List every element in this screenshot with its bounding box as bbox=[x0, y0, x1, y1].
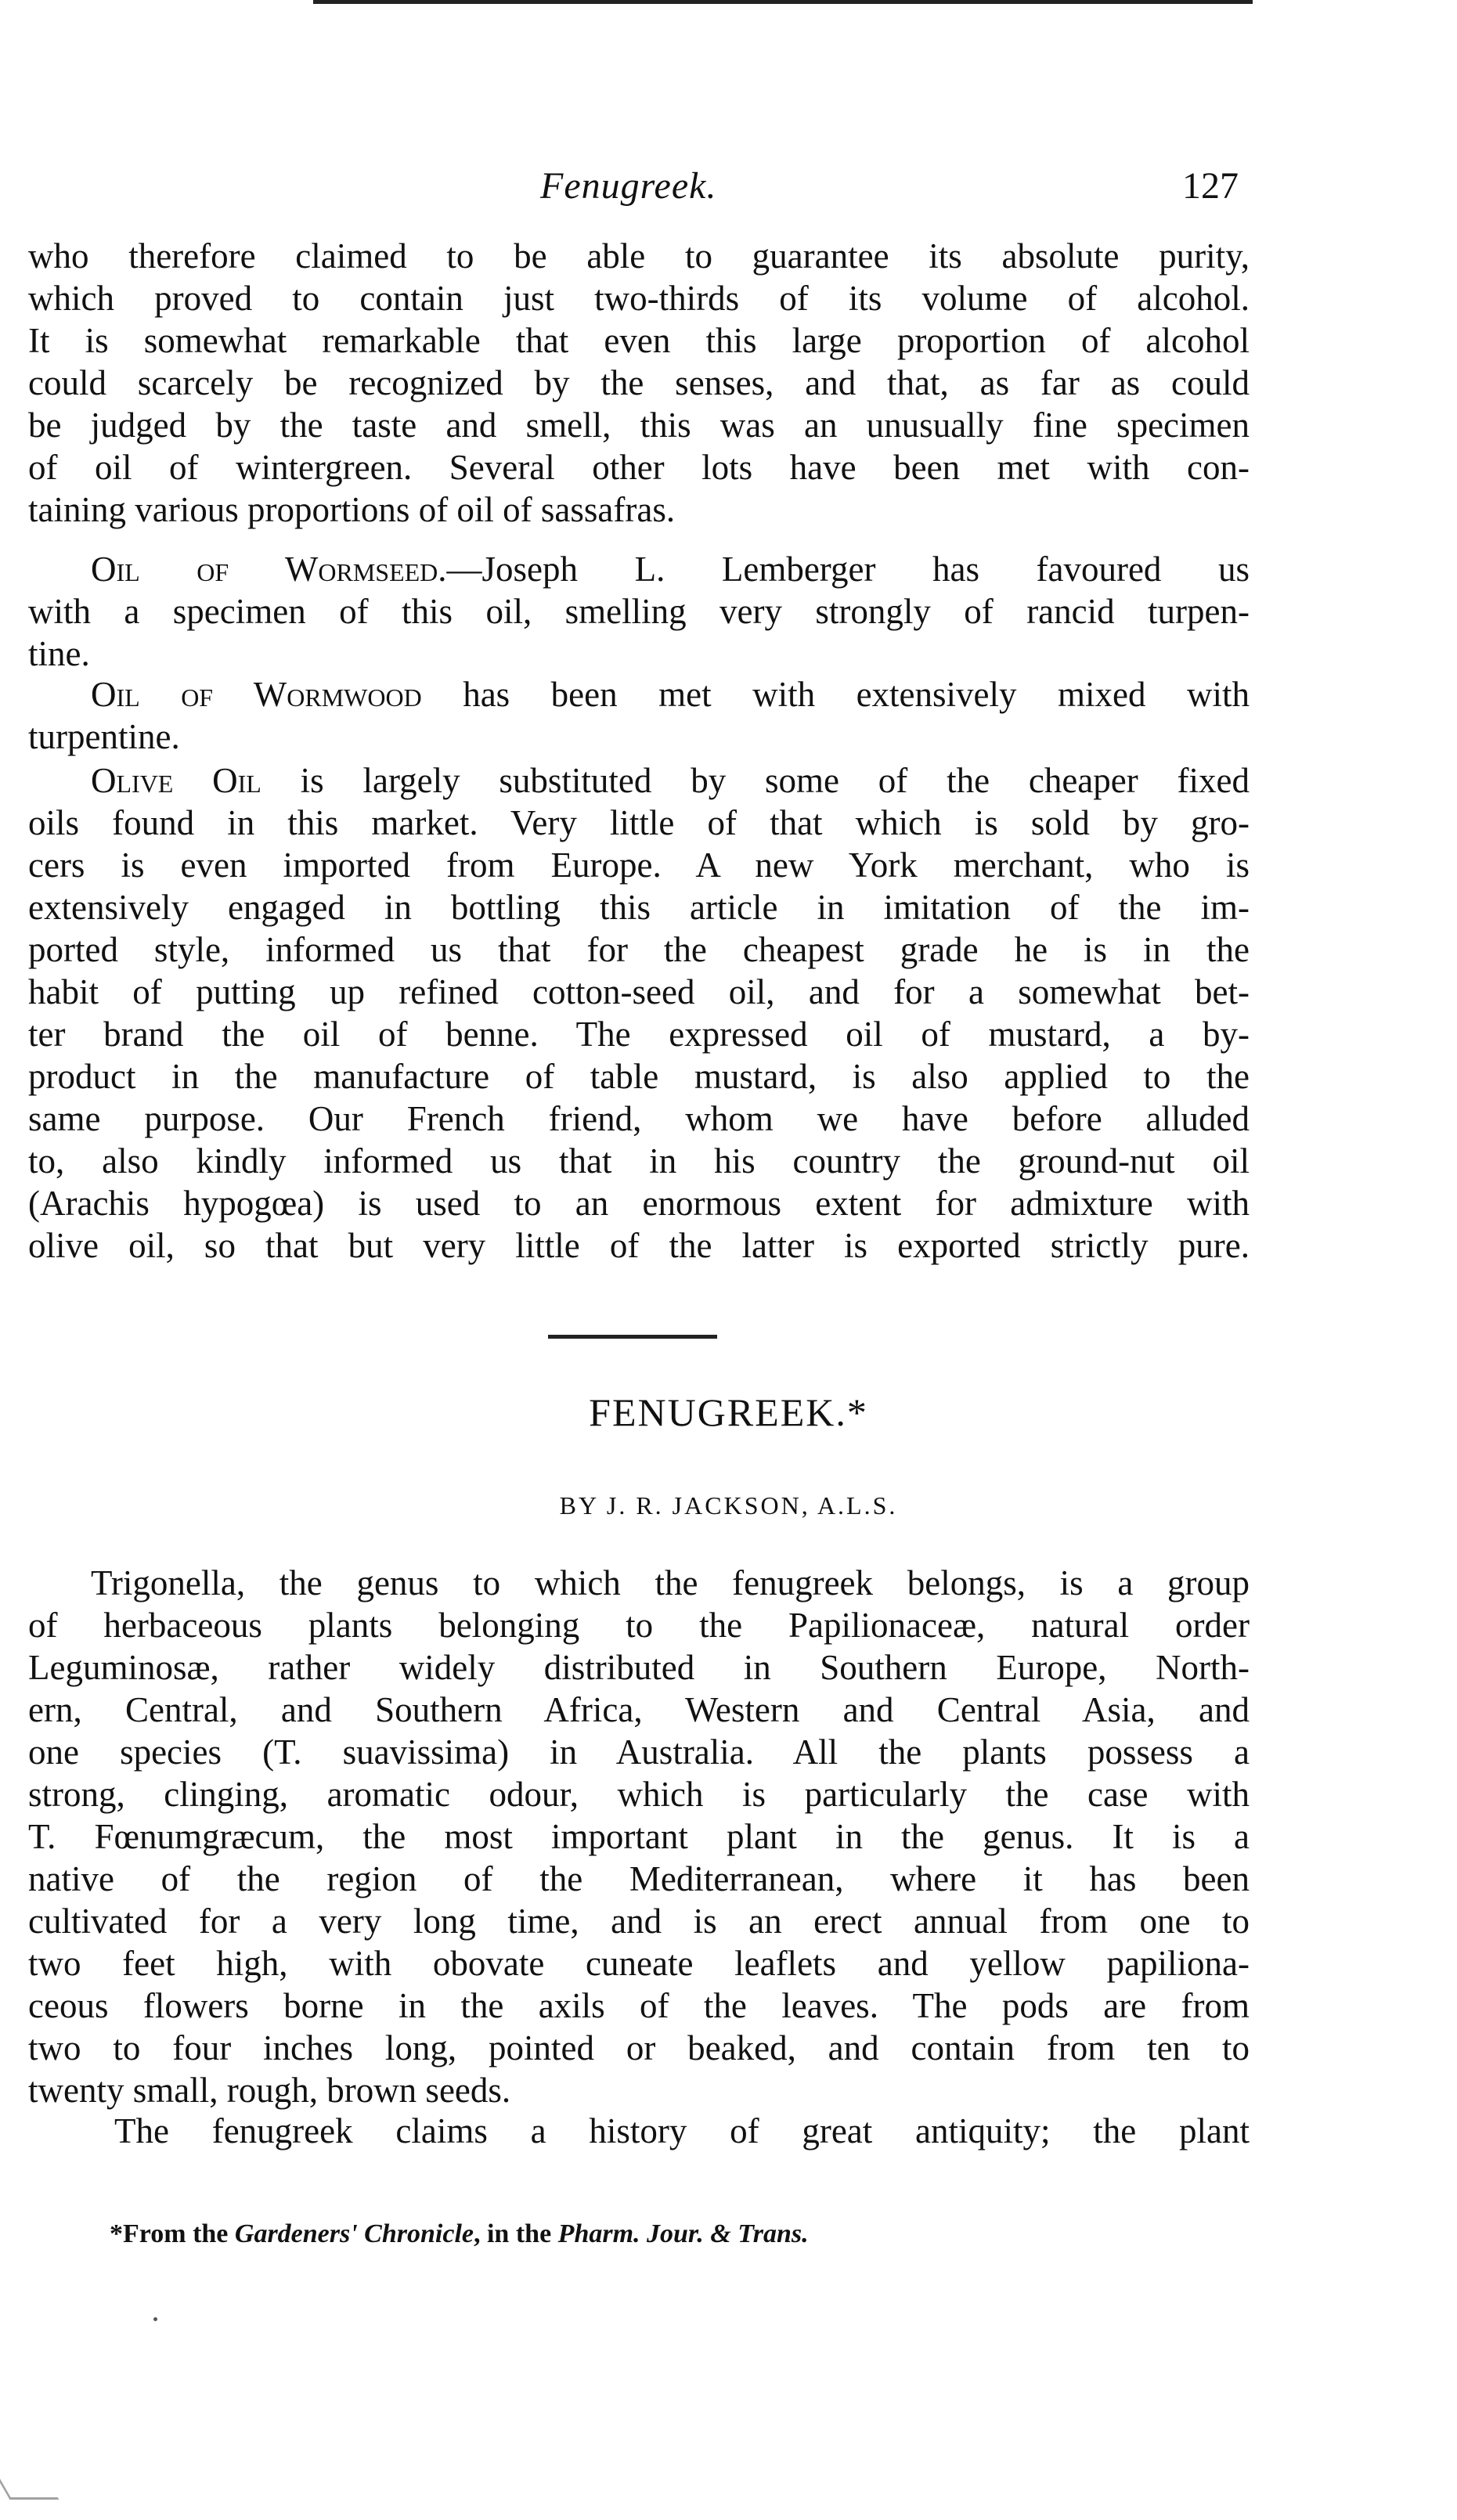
section-divider bbox=[548, 1335, 717, 1339]
text-line: ern, Central, and Southern Africa, Western and Central Asia, and bbox=[28, 1690, 1250, 1729]
text-line: The fenugreek claims a history of great antiquity; the plant bbox=[114, 2111, 1250, 2150]
text-line: habit of putting up refined cotton-seed oil, and for a somewhat bet- bbox=[28, 972, 1250, 1011]
paragraph-oil-of-wormwood bbox=[28, 673, 1250, 758]
entry-text: is largely substituted by some of the cheaper fixed bbox=[261, 761, 1250, 800]
footnote-journal: Pharm. Jour. & Trans. bbox=[557, 2219, 809, 2248]
ink-speck bbox=[153, 2317, 157, 2321]
text-line: be judged by the taste and smell, this was an unusually fine specimen bbox=[28, 406, 1250, 445]
text-line bbox=[28, 759, 1250, 802]
page-number: 127 bbox=[1182, 165, 1239, 207]
entry-heading: Oil of Wormwood bbox=[91, 675, 422, 714]
text-line: same purpose. Our French friend, whom we have before alluded bbox=[28, 1099, 1250, 1138]
text-line: could scarcely be recognized by the senses, and that, as far as could bbox=[28, 363, 1250, 402]
text-line: which proved to contain just two-thirds of its volume of alcohol. bbox=[28, 279, 1250, 318]
article-title: FENUGREEK.* bbox=[589, 1390, 868, 1434]
text-line bbox=[28, 1267, 1250, 1309]
top-edge-rule bbox=[313, 0, 1253, 4]
text-line: of oil of wintergreen. Several other lots have been met with con- bbox=[28, 448, 1250, 487]
text-line: two feet high, with obovate cuneate leaflets and yellow papiliona- bbox=[28, 1944, 1250, 1983]
text-line: two to four inches long, pointed or beaked, and contain from ten to bbox=[28, 2028, 1250, 2068]
text-line: Leguminosæ, rather widely distributed in Southern Europe, North- bbox=[28, 1648, 1250, 1687]
text-line: ported style, informed us that for the cheapest grade he is in the bbox=[28, 930, 1250, 969]
corner-scan-mark bbox=[0, 2466, 59, 2500]
paragraph-olive-oil bbox=[28, 759, 1250, 1309]
text-line: (Arachis hypogœa) is used to an enormous extent for admixture with bbox=[28, 1184, 1250, 1223]
text-line: It is somewhat remarkable that even this large proportion of alcohol bbox=[28, 321, 1250, 360]
text-line: cultivated for a very long time, and is an erect annual from one to bbox=[28, 1902, 1250, 1941]
text-line: oils found in this market. Very little of that which is sold by gro- bbox=[28, 803, 1250, 842]
text-line: native of the region of the Mediterranean, where it has been bbox=[28, 1859, 1250, 1898]
text-line: to, also kindly informed us that in his country the ground-nut oil bbox=[28, 1141, 1250, 1181]
text-line bbox=[28, 673, 1250, 716]
paragraph-trigonella bbox=[28, 1562, 1250, 2111]
text-line: extensively engaged in bottling this article in imitation of the im- bbox=[28, 888, 1250, 927]
text-line: tine. bbox=[28, 634, 90, 673]
entry-heading: Oil of Wormseed. bbox=[91, 550, 447, 589]
text-line: taining various proportions of oil of sassafras. bbox=[28, 490, 676, 529]
entry-text: —Joseph L. Lemberger has favoured us bbox=[446, 550, 1250, 589]
entry-heading: Olive Oil bbox=[91, 761, 261, 800]
text-line: olive oil, so that but very little of the latter is exported strictly pure. bbox=[28, 1226, 1250, 1265]
text-line: ter brand the oil of benne. The expressed oil of mustard, a by- bbox=[28, 1015, 1250, 1054]
paragraph-oil-of-wormseed bbox=[28, 548, 1250, 675]
article-byline: BY J. R. JACKSON, A.L.S. bbox=[559, 1491, 898, 1520]
text-line bbox=[28, 548, 1250, 590]
text-line: cers is even imported from Europe. A new York merchant, who is bbox=[28, 845, 1250, 885]
text-line: of herbaceous plants belonging to the Papilionaceæ, natural order bbox=[28, 1606, 1250, 1645]
running-title: Fenugreek. bbox=[540, 165, 717, 207]
text-line: one species (T. suavissima) in Australia. All the plants possess a bbox=[28, 1732, 1250, 1772]
running-head bbox=[0, 164, 1457, 219]
entry-text: has been met with extensively mixed with bbox=[421, 675, 1250, 714]
text-line: ceous flowers borne in the axils of the leaves. The pods are from bbox=[28, 1986, 1250, 2025]
footnote-middle: , in the bbox=[473, 2219, 558, 2248]
paragraph-wintergreen-continuation bbox=[28, 235, 1250, 531]
paragraph-antiquity bbox=[28, 2110, 1250, 2152]
footnote bbox=[110, 2219, 809, 2249]
text-line: twenty small, rough, brown seeds. bbox=[28, 2071, 511, 2110]
text-line: Trigonella, the genus to which the fenugreek belongs, is a group bbox=[91, 1563, 1250, 1602]
footnote-prefix: *From the bbox=[110, 2219, 235, 2248]
text-line: with a specimen of this oil, smelling very strongly of rancid turpen- bbox=[28, 592, 1250, 631]
footnote-source: Gardeners' Chronicle bbox=[234, 2219, 474, 2248]
text-line: T. Fœnumgræcum, the most important plant in the genus. It is a bbox=[28, 1817, 1250, 1856]
text-line: product in the manufacture of table mustard, is also applied to the bbox=[28, 1057, 1250, 1096]
text-line: turpentine. bbox=[28, 717, 180, 756]
text-line: strong, clinging, aromatic odour, which is particularly the case with bbox=[28, 1775, 1250, 1814]
text-line: who therefore claimed to be able to guarantee its absolute purity, bbox=[28, 236, 1250, 276]
